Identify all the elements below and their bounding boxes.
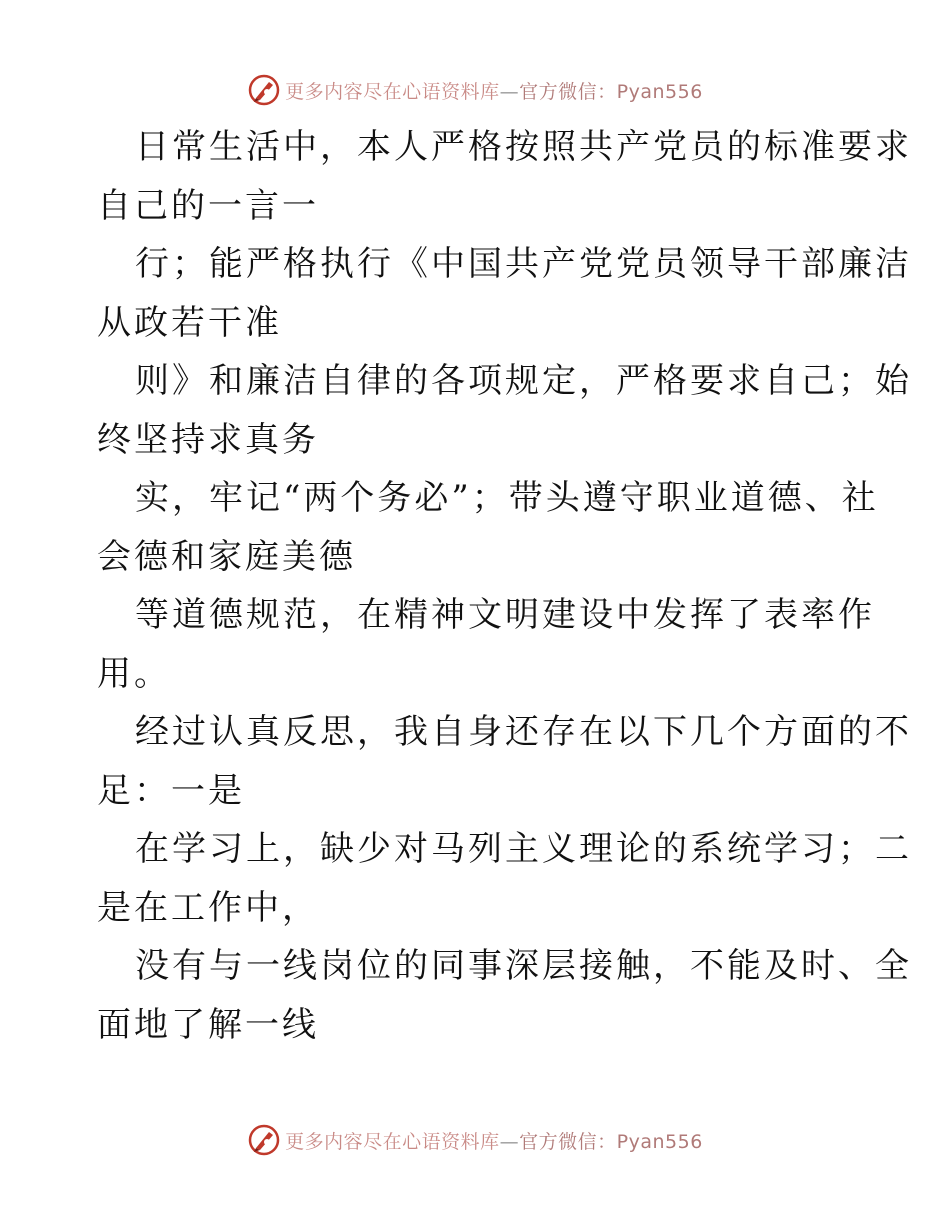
banner-wechat-text: 官方微信：Pyan556 xyxy=(519,80,703,103)
banner-separator: — xyxy=(499,80,520,103)
body-line: 终坚持求真务 xyxy=(97,419,319,460)
banner-text xyxy=(285,77,703,104)
banner-site-text: 更多内容尽在心语资料库 xyxy=(285,1130,500,1153)
body-line: 面地了解一线 xyxy=(97,1004,319,1045)
body-line: 自己的一言一 xyxy=(97,185,319,226)
body-line: 没有与一线岗位的同事深层接触，不能及时、全 xyxy=(135,946,912,986)
footer-banner xyxy=(0,1120,950,1160)
body-line: 会德和家庭美德 xyxy=(97,536,356,577)
banner-text xyxy=(285,1127,703,1154)
banner-separator: — xyxy=(499,1130,520,1153)
body-line: 日常生活中，本人严格按照共产党员的标准要求 xyxy=(135,127,912,167)
pen-logo-icon xyxy=(247,73,281,107)
body-line: 实，牢记“两个务必”；带头遵守职业道德、社 xyxy=(135,478,879,518)
body-line: 经过认真反思，我自身还存在以下几个方面的不 xyxy=(135,712,912,752)
body-line: 行；能严格执行《中国共产党党员领导干部廉洁 xyxy=(135,244,912,284)
body-line: 等道德规范，在精神文明建设中发挥了表率作 xyxy=(135,595,875,635)
body-line: 是在工作中， xyxy=(97,887,319,928)
pen-logo-icon xyxy=(247,1123,281,1157)
body-line: 从政若干准 xyxy=(97,302,282,343)
body-line: 足：一是 xyxy=(97,770,245,811)
banner-wechat-text: 官方微信：Pyan556 xyxy=(519,1130,703,1153)
document-body xyxy=(97,118,912,1054)
body-line: 则》和廉洁自律的各项规定，严格要求自己；始 xyxy=(135,361,912,401)
body-line: 用。 xyxy=(97,653,171,694)
banner-site-text: 更多内容尽在心语资料库 xyxy=(285,80,500,103)
body-line: 在学习上，缺少对马列主义理论的系统学习；二 xyxy=(135,829,912,869)
header-banner xyxy=(0,70,950,110)
